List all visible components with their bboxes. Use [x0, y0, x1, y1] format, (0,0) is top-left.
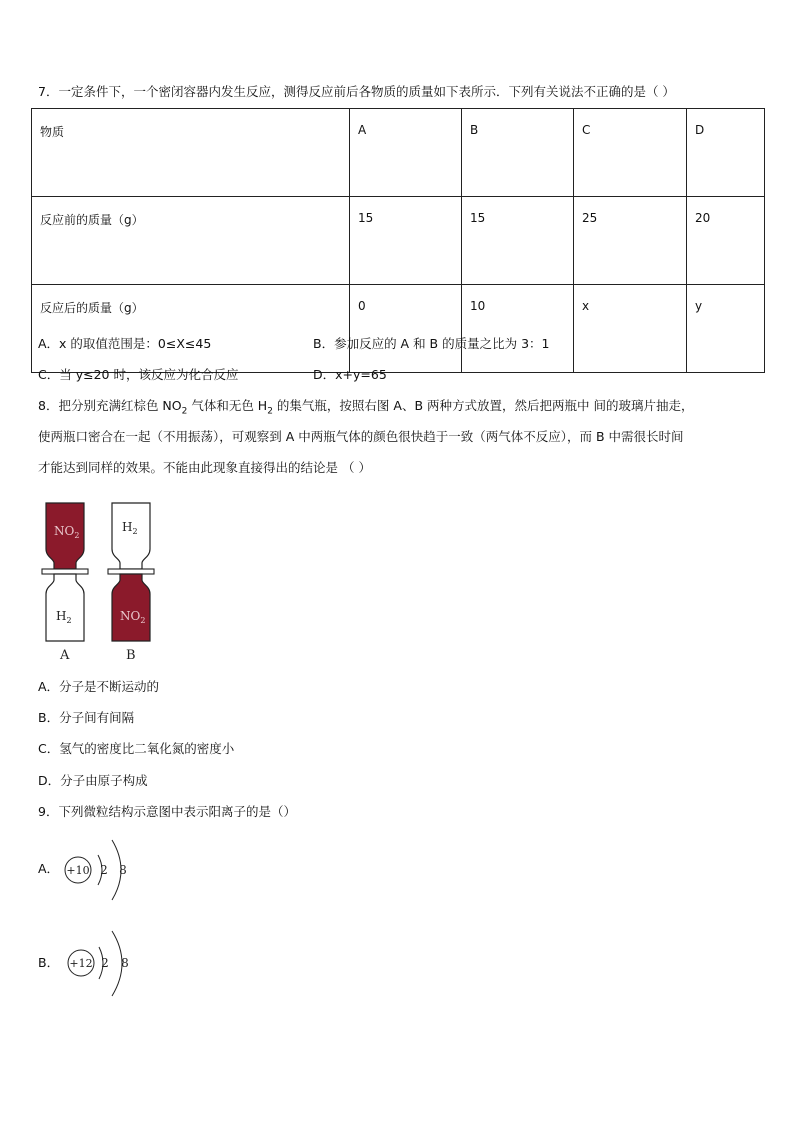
- q9-stem: 9．下列微粒结构示意图中表示阳离子的是（）: [38, 804, 296, 819]
- jar-a-top: [46, 503, 84, 569]
- nucleus-charge: +12: [69, 957, 93, 970]
- table-header-cell: B: [462, 109, 574, 197]
- table-cell: 反应前的质量（g）: [32, 197, 350, 285]
- table-row: [32, 285, 765, 373]
- q8-stem-line2: 使两瓶口密合在一起（不用振荡），可观察到 A 中两瓶气体的颜色很快趋于一致（两气体不反应），而 B 中需很长时间: [38, 429, 684, 444]
- q8-option-d[interactable]: D．分子由原子构成: [38, 773, 148, 788]
- table-cell: 15: [350, 197, 462, 285]
- q9-option-b[interactable]: B．: [38, 955, 60, 970]
- table-row: [32, 109, 765, 197]
- q8-stem-line3: 才能达到同样的效果。不能由此现象直接得出的结论是 （ ）: [38, 460, 371, 475]
- table-header-cell: D: [687, 109, 765, 197]
- q8-option-b[interactable]: B．分子间有间隔: [38, 710, 135, 725]
- table-row: [32, 197, 765, 285]
- table-cell: 15: [462, 197, 574, 285]
- nucleus-charge: +10: [66, 864, 90, 877]
- jar-b-top: [112, 503, 150, 569]
- mass-table: [31, 108, 765, 373]
- q7-option-b[interactable]: B．参加反应的 A 和 B 的质量之比为 3：1: [313, 336, 550, 351]
- label-b: B: [126, 648, 136, 663]
- table-cell: 25: [574, 197, 687, 285]
- table-cell: x: [574, 285, 687, 373]
- table-cell: 0: [350, 285, 462, 373]
- jar-a-bottom: [46, 574, 84, 641]
- jar-b-bottom: [112, 574, 150, 641]
- label-a: A: [60, 648, 70, 663]
- h2-label: $H_2$: [122, 520, 138, 536]
- shell-electrons-1: 2: [100, 863, 108, 877]
- gas-jar-diagram: [36, 497, 166, 667]
- glass-plate-b: [108, 569, 154, 574]
- h2-label: $H_2$: [56, 609, 72, 625]
- shell-electrons-2: 8: [121, 956, 129, 970]
- q8-text: 的集气瓶，按照右图 A、B 两种方式放置，然后把两瓶中 间的玻璃片抽走，: [272, 398, 694, 413]
- table-header-cell: A: [350, 109, 462, 197]
- table-cell: y: [687, 285, 765, 373]
- table-header-cell: 物质: [32, 109, 350, 197]
- atom-structure-b: [64, 928, 144, 1000]
- shell-electrons-1: 2: [101, 956, 109, 970]
- q9-option-a[interactable]: A．: [38, 861, 60, 876]
- q7-stem: 7．一定条件下，一个密闭容器内发生反应，测得反应前后各物质的质量如下表所示．下列有关说法不正确的是（ ）: [38, 84, 675, 99]
- q7-option-a[interactable]: A．x 的取值范围是：0≤X≤45: [38, 336, 212, 351]
- q8-stem-line1: [38, 398, 694, 417]
- atom-structure-a: [62, 836, 142, 906]
- q7-option-d[interactable]: D．x+y=65: [313, 367, 387, 382]
- glass-plate-a: [42, 569, 88, 574]
- shell-electrons-2: 8: [119, 863, 127, 877]
- q8-option-a[interactable]: A．分子是不断运动的: [38, 679, 160, 694]
- table-cell: 20: [687, 197, 765, 285]
- q7-option-c[interactable]: C．当 y≤20 时，该反应为化合反应: [38, 367, 239, 382]
- subscript: 2: [267, 406, 273, 417]
- q8-option-c[interactable]: C．氢气的密度比二氧化氮的密度小: [38, 741, 235, 756]
- q8-text: 8．把分别充满红棕色 NO: [38, 398, 182, 413]
- subscript: 2: [181, 406, 188, 417]
- table-cell: 10: [462, 285, 574, 373]
- no2-label: $NO_2$: [120, 609, 146, 625]
- table-header-cell: C: [574, 109, 687, 197]
- q8-text: 气体和无色 H: [187, 398, 268, 413]
- no2-label: $NO_2$: [54, 524, 80, 540]
- table-cell: 反应后的质量（g）: [32, 285, 350, 373]
